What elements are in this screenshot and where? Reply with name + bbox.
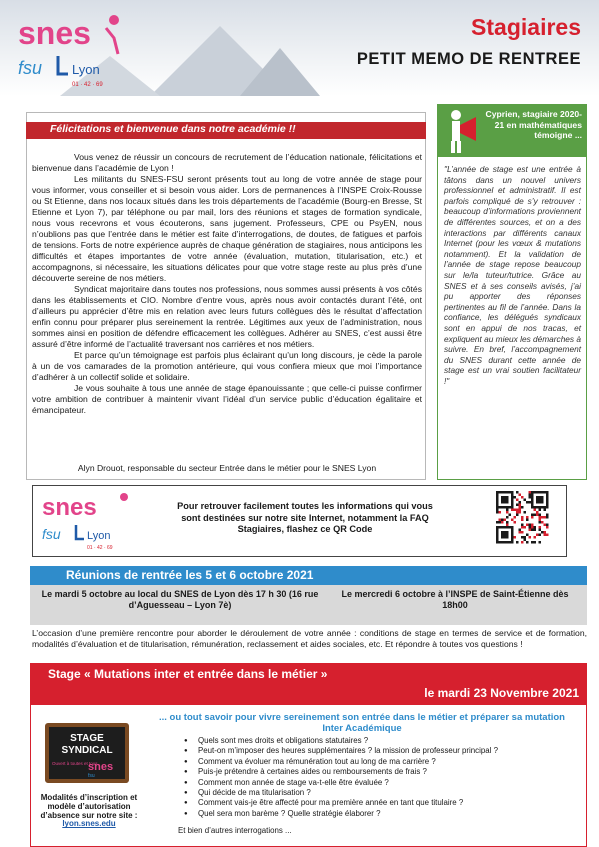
welcome-paragraph: Je vous souhaite à tous une année de stage épanouissante ; que celle-ci puisse confirmer votre ambition de contribuer à maintenir vivant l’idéal d’un service public d’éducation égalitaire et émancipateur. [32, 383, 422, 415]
list-item: ● Comment mon année de stage va-t-elle être évaluée ? [184, 778, 579, 788]
page-title: Stagiaires [471, 14, 581, 40]
list-item: ● Quels sont mes droits et obligations statutaires ? [184, 736, 579, 746]
list-item: ● Peut-on m’imposer des heures supplémentaires ? la mission de professeur principal ? [184, 746, 579, 756]
svg-text:fsu: fsu [18, 58, 43, 78]
svg-text:snes: snes [42, 494, 97, 521]
svg-text:snes: snes [18, 15, 91, 51]
info-text: Pour retrouver facilement toutes les informations qui vous sont destinées sur notre site Internet, notamment la FAQ Stagiaires, flashez ce QR Code [177, 501, 433, 534]
stage-modalites [34, 794, 144, 829]
meetings-title: Réunions de rentrée les 5 et 6 octobre 2021 [30, 566, 587, 585]
stage-date: le mardi 23 Novembre 2021 [424, 686, 579, 700]
svg-text:fsu: fsu [88, 773, 95, 779]
welcome-heading: Félicitations et bienvenue dans notre académie !! [26, 122, 426, 139]
welcome-paragraph: Les militants du SNES-FSU seront présents tout au long de votre année de stage pour vous informer, vous conseiller et si besoin vous aider. Lors de permanences à l’INSPE Croix-Rousse ou St Etienne, dans nos locaux situés dans les trois départements de l’académie (Bourg-en Bresse, St Etienne et Lyon 7), par téléphone ou par mail, lors des réunions et stages de formation syndicale, nous vous recevrons et vous écouterons, sans jugement. Professeurs, CPE ou PsyEN, nous n’oublions pas que l’entrée dans le métier est faite d’interrogations, de doutes, de fatigues et parfois de tensions. Forts de notre expérience auprès de chaque génération de stagiaires, nous anticipons les difficultés et étapes importantes de votre année (évaluation, mutation, titularisation, etc.) et accompagnons, si nécessaire, les situations délicates pour que votre stage reste au plus près d’une découverte sereine de nos métiers. [32, 174, 422, 283]
welcome-paragraph: Vous venez de réussir un concours de recrutement de l’éducation nationale, félicitations et bienvenue dans l’académie de Lyon ! [32, 152, 422, 173]
svg-text:01 · 42 · 69: 01 · 42 · 69 [72, 82, 103, 88]
welcome-paragraph: Et parce qu’un témoignage est parfois plus éclairant qu’un long discours, je cède la parole à un de vos camarades de la promotion antérieure, qui vous confiera mieux que moi l’importance d’adhérer à un collectif solide et solidaire. [32, 350, 422, 382]
qr-code-icon[interactable] [494, 489, 550, 551]
list-item: ● Puis-je prétendre à certaines aides ou remboursements de frais ? [184, 767, 579, 777]
svg-text:STAGE: STAGE [70, 733, 104, 744]
svg-text:snes: snes [88, 761, 114, 773]
testimony-title: Cyprien, stagiaire 2020-21 en mathématiques témoigne ... [485, 109, 582, 140]
svg-text:Lyon: Lyon [87, 530, 111, 542]
stage-subtitle: ... ou tout savoir pour vivre sereinement son entrée dans le métier et préparer sa mutation Inter Académique [159, 712, 565, 734]
stage-closing: Et bien d’autres interrogations ... [178, 826, 292, 835]
snes-fsu-logo [14, 8, 122, 92]
modalites-text: Modalités d’inscription et modèle d’autorisation d’absence sur notre site : [40, 793, 138, 820]
testimony-quote: "L’année de stage est une entrée à tâtons dans un nouvel univers professionnel et administratif. Il est parfois compliqué de s’y retrouver : beaucoup d’informations proviennent de différentes sources, et on a des interactions par différents canaux Internet (pour les vœux & mutations notamment). Et la validation de l’année de stage repose beaucoup sur le/la tuteur/tutrice. Grâce au SNES et à ses conseils avisés, j’ai pu apporter des réponses pertinentes au fil de l’année. Dans la confiance, les délégués syndicaux sont en appui de nos tracas, et expliquent au mieux les démarches à suivre. En bref, l’accompagnement du SNES durant cette année de stage est un vrai soutien facilitateur !" [444, 164, 581, 386]
snes-fsu-logo-small [40, 489, 132, 553]
list-item: ● Comment va évoluer ma rémunération tout au long de ma carrière ? [184, 757, 579, 767]
svg-text:Lyon: Lyon [72, 62, 100, 77]
meetings-description: L’occasion d’une première rencontre pour aborder le déroulement de votre année : conditions de stage en termes de service et de formation, modalités d’évaluation et de titularisation, rémunération, reclassement et aides sociales, etc. Et répondre à toutes vos questions ! [32, 628, 587, 649]
svg-text:01 · 42 · 69: 01 · 42 · 69 [87, 545, 113, 551]
welcome-body [32, 152, 422, 416]
list-item: ● Comment vais-je être affecté pour ma première année en tant que titulaire ? [184, 798, 579, 808]
welcome-paragraph: Syndicat majoritaire dans toutes nos professions, nous sommes aussi présents à vos côtés dans les établissements et CIO. Nombre d’entre vous, après nous avoir contactés durant l’été, ont d’ailleurs pu apprécier d’être mis en relation avec leurs futurs collègues dès le résultat d’affectation enfin connu pour préparer plus sereinement la rentrée. Légitimes aux yeux de l’administration, nous sommes ainsi en position de défendre efficacement les collègues. Adhérer au SNES, c’est aussi être assuré d’être informé de l’actualité traversant nos carrières et nos métiers. [32, 284, 422, 349]
meeting-saint-etienne: Le mercredi 6 octobre à l’INSPE de Saint-Étienne dès 18h00 [341, 589, 569, 610]
site-link[interactable]: lyon.snes.edu [62, 819, 116, 829]
stage-syndical-board-icon [44, 722, 130, 784]
list-item: ● Qui décide de ma titularisation ? [184, 788, 579, 798]
svg-text:SYNDICAL: SYNDICAL [61, 745, 113, 756]
meeting-lyon: Le mardi 5 octobre au local du SNES de Lyon dès 17 h 30 (16 rue d’Aguesseau – Lyon 7è) [41, 589, 319, 610]
stage-title: Stage « Mutations inter et entrée dans le métier » [48, 667, 328, 681]
welcome-signature: Alyn Drouot, responsable du secteur Entrée dans le métier pour le SNES Lyon [77, 463, 377, 473]
megaphone-icon [442, 107, 482, 157]
stage-questions [184, 736, 579, 819]
page-subtitle: PETIT MEMO DE RENTREE [356, 50, 581, 68]
list-item: ● Quel sera mon barème ? Quelle stratégie élaborer ? [184, 809, 579, 819]
svg-text:Ouvert à toutes et tous: Ouvert à toutes et tous [52, 761, 98, 766]
svg-text:fsu: fsu [42, 526, 61, 542]
